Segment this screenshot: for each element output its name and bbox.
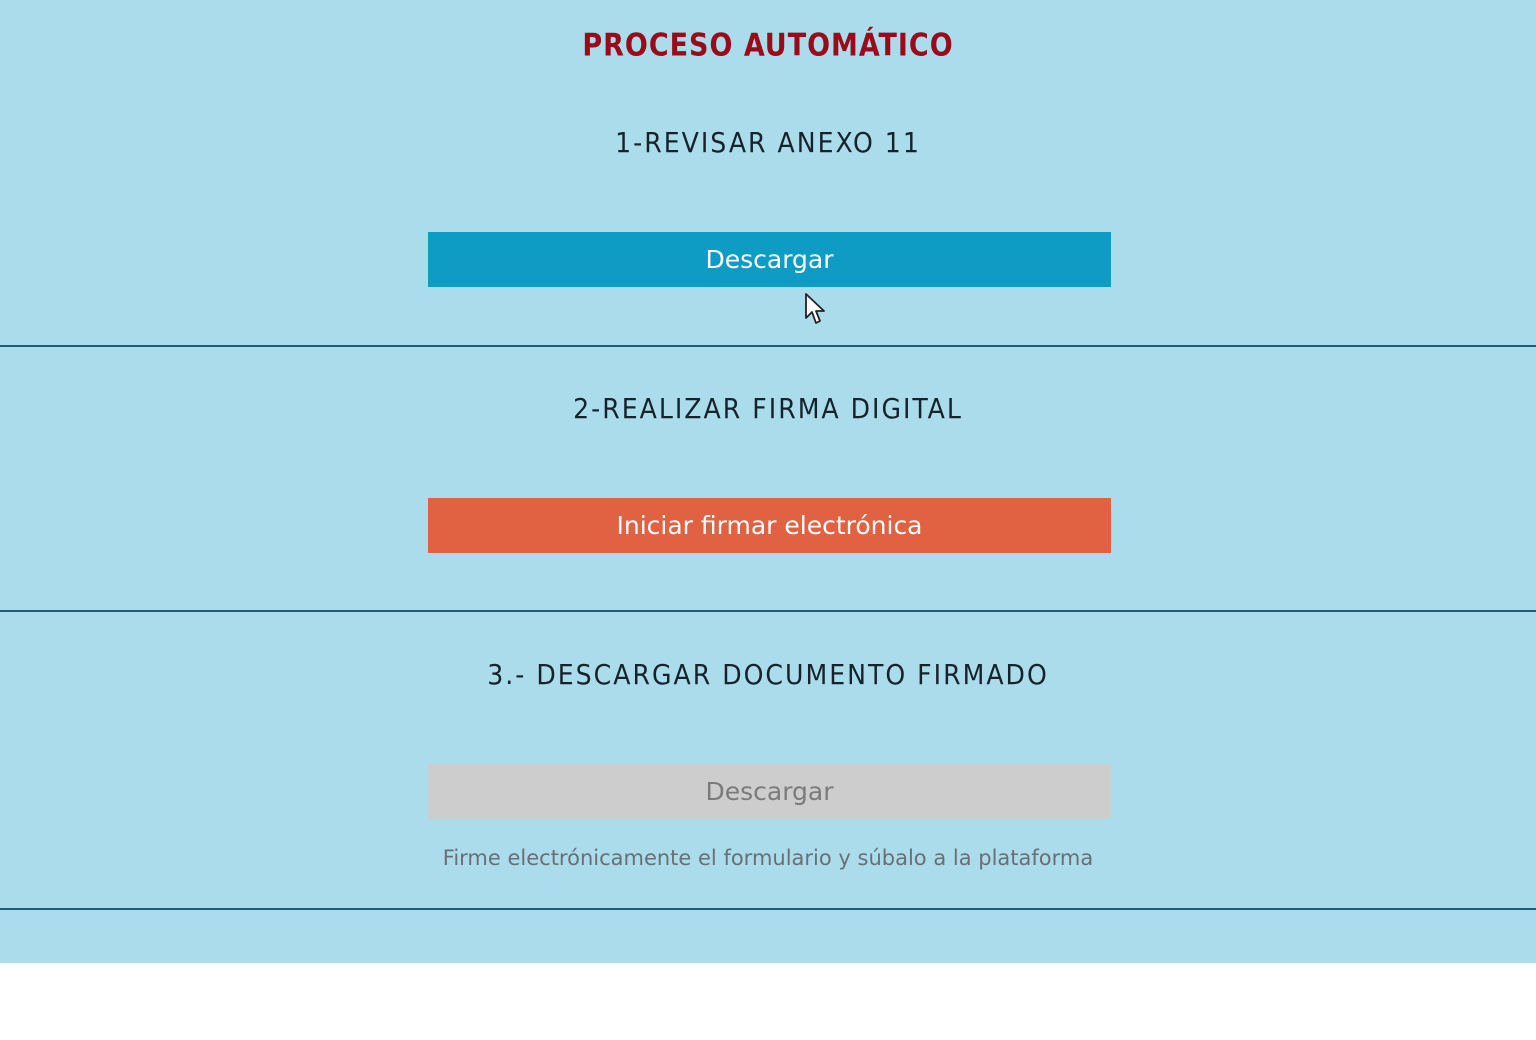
page-title: PROCESO AUTOMÁTICO	[582, 27, 954, 64]
step-3-heading: 3.- DESCARGAR DOCUMENTO FIRMADO	[487, 658, 1049, 691]
step-1-download-button[interactable]: Descargar	[428, 232, 1111, 287]
step-2-heading: 2-REALIZAR FIRMA DIGITAL	[573, 392, 963, 425]
signature-help-text: Firme electrónicamente el formulario y súbalo a la plataforma	[442, 846, 1094, 870]
step-3-download-signed-button: Descargar	[428, 764, 1111, 819]
step-3-divider	[0, 908, 1536, 910]
start-electronic-signature-button[interactable]: Iniciar firmar electrónica	[428, 498, 1111, 553]
step-1-heading: 1-REVISAR ANEXO 11	[615, 126, 921, 159]
mouse-pointer-icon	[804, 292, 828, 326]
step-1-divider	[0, 345, 1536, 347]
step-2-divider	[0, 610, 1536, 612]
